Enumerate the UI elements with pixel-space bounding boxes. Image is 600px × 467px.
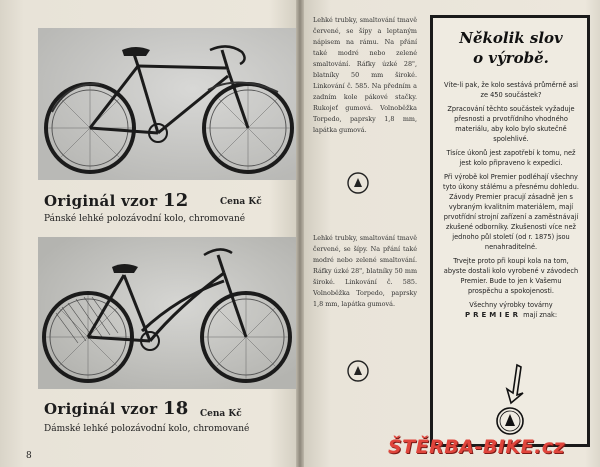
- page-gutter: [296, 0, 304, 467]
- mens-bicycle-illustration: [38, 28, 296, 180]
- box-title: [441, 28, 581, 68]
- model-18-price: Cena Kč: [200, 409, 242, 419]
- ladies-bicycle-photo: [38, 237, 296, 389]
- box-paragraph: Víte-li pak, že kolo sestává průměrně asi ze 450 součástek?: [444, 81, 578, 99]
- model-12-description: Pánské lehké polozávodní kolo, chromované: [44, 214, 246, 224]
- premier-logo-icon: [347, 172, 369, 194]
- arrow-down-icon: [503, 363, 527, 405]
- model-18-description: Dámské lehké polozávodní kolo, chromované: [44, 424, 250, 434]
- model-18-specs: Lehké trubky, smaltování tmavě červené, se šípy. Na přání také modré nebo zelené smaltování. Ráfky úzké 28", blatníky 50 mm široké. Linkování č. 585. Volnoběžka Torpedo, paprsky 1,8 mm, lapátka gumová.: [313, 234, 417, 308]
- model-12-specs: Lehké trubky, smaltování tmavě červené, se šípy a leptaným nápisem na rámu. Na přání také modré nebo zelené smaltování. Ráfky úzké 28", blatníky 50 mm široké. Linkování č. 585. Na předním a zadním kole pákové stačky. Rukojeť gumová. Volnoběžka Torpedo, paprsky 1,8 mm, lapátka gumová.: [313, 16, 417, 134]
- box-paragraph: Zpracování těchto součástek vyžaduje přesnosti a prvotřídního vhodného materiálu, aby kolo bylo skutečně spolehlivé.: [447, 105, 575, 143]
- about-production-box: [430, 15, 590, 447]
- model-12-title: Originál vzor 12: [44, 190, 189, 211]
- ladies-bicycle-illustration: [38, 237, 296, 389]
- watermark: ŠTĚRBA-BIKE.cz: [388, 436, 566, 458]
- mens-bicycle-photo: [38, 28, 296, 180]
- brand-line: PREMIER mají znak:: [464, 311, 558, 319]
- page-number: 8: [26, 451, 32, 461]
- box-paragraph: Trvejte proto při koupi kola na tom, abyste dostali kolo vyrobené v závodech Premier. Bude to jen k Vašemu prospěchu a spokojenosti.: [443, 257, 579, 295]
- box-title-line2: o výrobě.: [473, 49, 549, 67]
- box-title-line1: Několik slov: [459, 29, 563, 47]
- model-12-price: Cena Kč: [220, 197, 262, 207]
- model-18-title: Originál vzor 18: [44, 398, 189, 419]
- premier-emblem-icon: [495, 406, 525, 436]
- premier-logo-icon: [347, 360, 369, 382]
- box-paragraph: Všechny výrobky továrny: [469, 301, 553, 309]
- box-paragraph: Při výrobě kol Premier podléhají všechny tyto úkony stálému a přesnému dohledu. Závody Premier pracují zásadně jen s vybraným kvalitním materiálem, mají prvotřídní strojní zařízení a zaměstnávají zkušené odborníky. Zkušenosti více než jednoho půl století (od r. 1875) jsou nenahraditelné.: [443, 173, 579, 251]
- box-paragraph: Tisíce úkonů jest zapotřebí k tomu, než jest kolo připraveno k expedici.: [446, 149, 576, 167]
- box-body: [443, 80, 579, 324]
